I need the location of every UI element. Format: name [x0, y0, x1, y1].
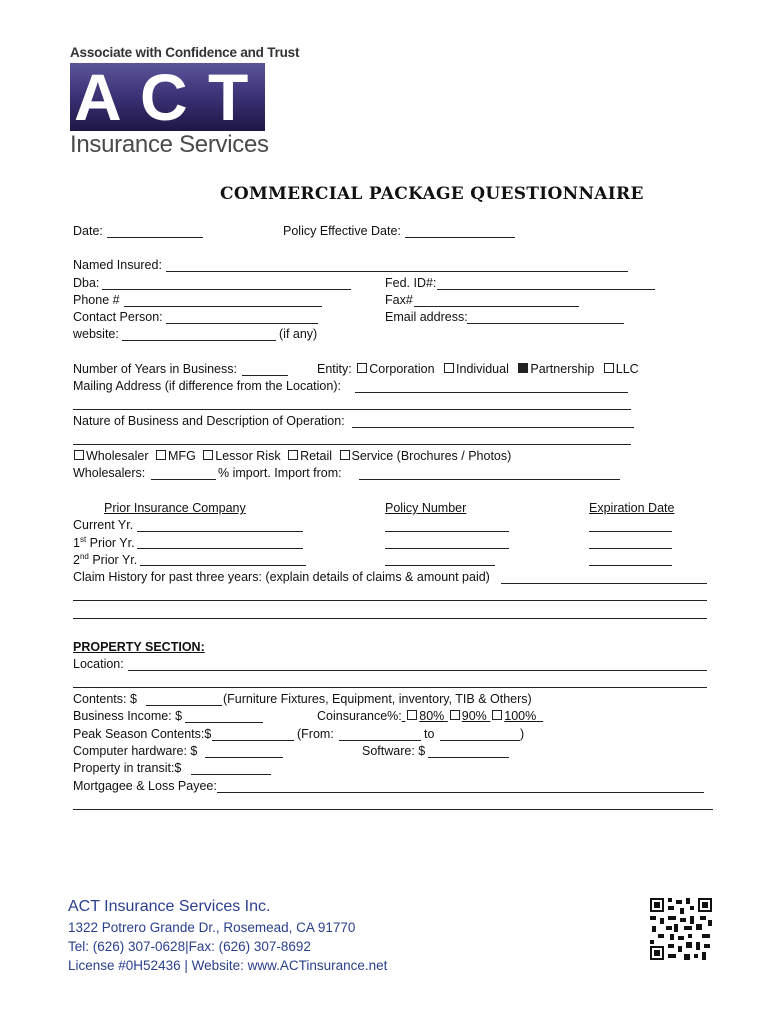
entity-label: Entity: [317, 362, 352, 376]
close-paren: ) [520, 727, 525, 741]
claim-history-field-3[interactable] [73, 618, 707, 619]
from-field[interactable] [339, 740, 421, 741]
checkbox-corporation[interactable] [357, 363, 367, 373]
coinsurance-80: 80% [419, 709, 445, 723]
first-prior-sup: st [79, 535, 87, 544]
to-label: to [424, 727, 435, 741]
years-in-business-label: Number of Years in Business: [73, 362, 237, 376]
website-field[interactable] [122, 340, 276, 341]
business-type-mfg: MFG [168, 449, 196, 463]
software-label: Software: $ [362, 744, 426, 758]
current-yr-expiration-field[interactable] [589, 531, 672, 532]
checkbox-partnership[interactable] [518, 363, 528, 373]
date-field[interactable] [107, 237, 203, 238]
fed-id-label: Fed. ID#: [385, 276, 437, 290]
named-insured-label: Named Insured: [73, 258, 162, 272]
fed-id-field[interactable] [437, 289, 655, 290]
property-in-transit-field[interactable] [191, 774, 271, 775]
from-label: (From: [297, 727, 334, 741]
header-policy-number: Policy Number [385, 501, 467, 515]
years-in-business-field[interactable] [242, 375, 288, 376]
row-second-prior-yr [73, 552, 137, 567]
contact-person-label: Contact Person: [73, 310, 163, 324]
coinsurance-100: 100% [504, 709, 537, 723]
first-prior-suffix: Prior Yr. [86, 536, 135, 551]
location-field-2[interactable] [73, 687, 707, 688]
first-prior-expiration-field[interactable] [589, 548, 672, 549]
website-if-any: (if any) [279, 327, 318, 341]
entity-option-corporation: Corporation [369, 362, 435, 376]
logo-letter-a: A [74, 63, 122, 131]
claim-history-field[interactable] [501, 583, 707, 584]
second-prior-suffix: Prior Yr. [88, 553, 138, 568]
first-prior-company-field[interactable] [137, 548, 303, 549]
mortgagee-field[interactable] [217, 792, 704, 793]
import-label: % import. Import from: [218, 466, 342, 480]
peak-season-label: Peak Season Contents:$ [73, 727, 212, 741]
contents-field[interactable] [146, 705, 222, 706]
business-type-group [72, 449, 511, 463]
checkbox-service[interactable] [340, 450, 350, 460]
business-type-retail: Retail [300, 449, 333, 463]
property-section-heading: PROPERTY SECTION: [73, 640, 205, 654]
mailing-address-field[interactable] [355, 392, 628, 393]
software-field[interactable] [428, 757, 509, 758]
current-yr-policy-field[interactable] [385, 531, 509, 532]
website-label: website: [73, 327, 119, 341]
logo [70, 63, 265, 131]
mortgagee-label: Mortgagee & Loss Payee: [73, 779, 217, 793]
checkbox-llc[interactable] [604, 363, 614, 373]
dba-label: Dba: [73, 276, 100, 290]
contents-note: (Furniture Fixtures, Equipment, inventory, TIB & Others) [223, 692, 532, 706]
first-prior-num: 1 [73, 536, 80, 551]
checkbox-retail[interactable] [288, 450, 298, 460]
nature-of-business-field-2[interactable] [73, 444, 631, 445]
named-insured-field[interactable] [166, 271, 628, 272]
checkbox-wholesaler[interactable] [74, 450, 84, 460]
nature-of-business-field[interactable] [352, 427, 634, 428]
mailing-address-label: Mailing Address (if difference from the Location): [73, 379, 341, 393]
phone-field[interactable] [124, 306, 322, 307]
checkbox-individual[interactable] [444, 363, 454, 373]
business-income-label: Business Income: $ [73, 709, 183, 723]
qr-code-icon [650, 898, 712, 960]
import-from-field[interactable] [359, 479, 620, 480]
row-first-prior-yr [73, 535, 135, 550]
entity-option-llc: LLC [615, 362, 639, 376]
business-type-wholesaler: Wholesaler [86, 449, 149, 463]
footer-phones: Tel: (626) 307-0628|Fax: (626) 307-8692 [68, 939, 311, 954]
coinsurance-group [317, 709, 543, 723]
entity-option-partnership: Partnership [530, 362, 595, 376]
policy-effective-date-field[interactable] [405, 237, 515, 238]
checkbox-90[interactable] [450, 710, 460, 720]
mortgagee-field-2[interactable] [73, 809, 713, 810]
email-label: Email address: [385, 310, 468, 324]
fax-label: Fax# [385, 293, 413, 307]
peak-season-field[interactable] [212, 740, 294, 741]
footer-license: License #0H52436 | Website: www.ACTinsurance.net [68, 958, 388, 973]
page-title: COMMERCIAL PACKAGE QUESTIONNAIRE [220, 184, 644, 204]
logo-subtitle: Insurance Services [70, 131, 269, 158]
checkbox-mfg[interactable] [156, 450, 166, 460]
second-prior-num: 2 [73, 553, 80, 568]
first-prior-policy-field[interactable] [385, 548, 509, 549]
to-field[interactable] [440, 740, 520, 741]
contact-person-field[interactable] [166, 323, 318, 324]
row-current-yr: Current Yr. [73, 518, 134, 532]
logo-tagline: Associate with Confidence and Trust [70, 45, 300, 60]
claim-history-label: Claim History for past three years: (explain details of claims & amount paid) [73, 570, 490, 584]
second-prior-sup: nd [79, 552, 89, 561]
location-label: Location: [73, 657, 124, 671]
computer-hardware-label: Computer hardware: $ [73, 744, 198, 758]
second-prior-expiration-field[interactable] [589, 565, 672, 566]
entity-option-individual: Individual [456, 362, 509, 376]
header-prior-insurance-company: Prior Insurance Company [104, 501, 246, 515]
checkbox-80[interactable] [407, 710, 417, 720]
nature-of-business-label: Nature of Business and Description of Operation: [73, 414, 345, 428]
business-income-field[interactable] [185, 722, 263, 723]
header-expiration-date: Expiration Date [589, 501, 675, 515]
wholesalers-field[interactable] [151, 479, 216, 480]
computer-hardware-field[interactable] [205, 757, 283, 758]
logo-letter-t: T [208, 63, 249, 131]
policy-effective-date-label: Policy Effective Date: [283, 224, 401, 238]
coinsurance-label: Coinsurance%: [317, 709, 402, 723]
checkbox-lessor-risk[interactable] [203, 450, 213, 460]
footer-company: ACT Insurance Services Inc. [68, 898, 271, 915]
phone-label: Phone # [73, 293, 120, 307]
current-yr-company-field[interactable] [137, 531, 303, 532]
logo-letter-c: C [140, 63, 188, 131]
checkbox-100[interactable] [492, 710, 502, 720]
dba-field[interactable] [102, 289, 351, 290]
location-field[interactable] [128, 670, 707, 671]
mailing-address-field-2[interactable] [73, 409, 631, 410]
second-prior-company-field[interactable] [140, 565, 306, 566]
wholesalers-label: Wholesalers: [73, 466, 146, 480]
business-type-lessor-risk: Lessor Risk [215, 449, 281, 463]
coinsurance-90: 90% [461, 709, 487, 723]
email-field[interactable] [467, 323, 624, 324]
claim-history-field-2[interactable] [73, 600, 707, 601]
property-in-transit-label: Property in transit:$ [73, 761, 182, 775]
date-label: Date: [73, 224, 103, 238]
fax-field[interactable] [414, 306, 579, 307]
business-type-service: Service (Brochures / Photos) [351, 449, 512, 463]
contents-label: Contents: $ [73, 692, 137, 706]
footer-address: 1322 Potrero Grande Dr., Rosemead, CA 91770 [68, 920, 356, 935]
second-prior-policy-field[interactable] [385, 565, 495, 566]
entity-group [317, 362, 639, 376]
